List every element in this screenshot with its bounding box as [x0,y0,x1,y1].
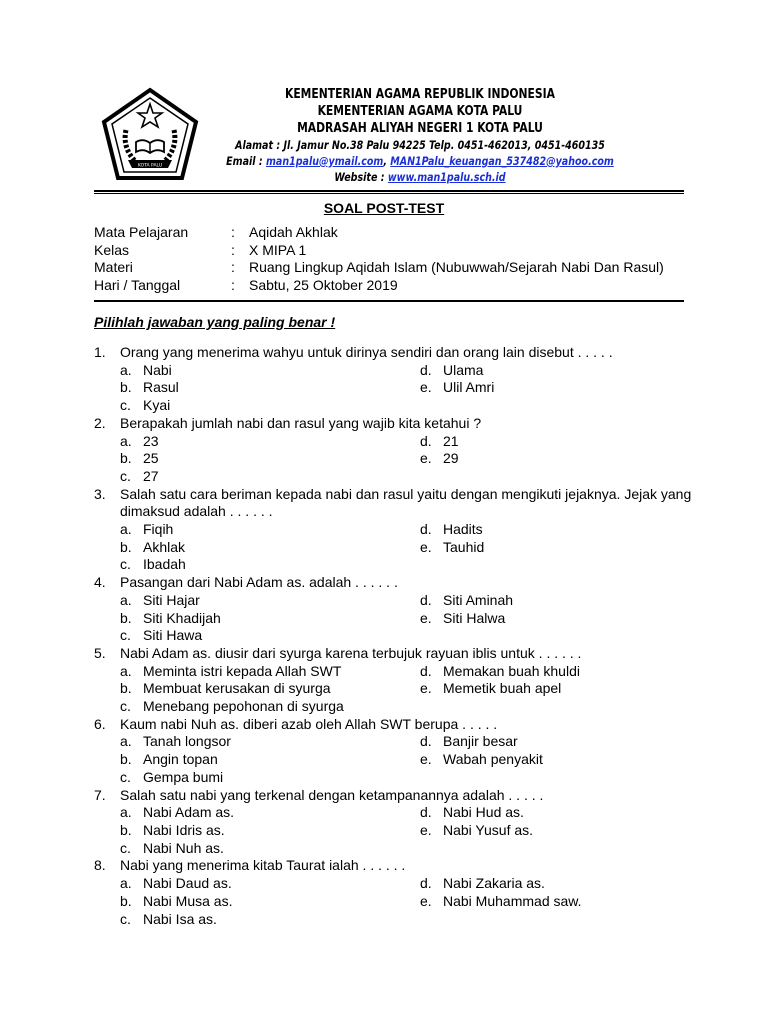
answer-option-b[interactable] [120,680,420,698]
option-letter: a. [120,432,132,449]
question-options [120,521,694,574]
option-letter: c. [120,698,131,715]
question-item [94,486,694,521]
school-email-line [214,153,626,169]
identity-row [94,259,664,277]
answer-option-e[interactable] [420,893,700,911]
answer-option-e[interactable] [420,450,700,468]
identity-divider [94,300,684,302]
option-letter: e. [420,751,432,768]
question-item [94,415,694,433]
option-text: Siti Hawa [143,627,203,644]
email-separator: , [383,154,391,168]
option-text: Tauhid [443,538,485,555]
option-letter: d. [420,804,432,821]
option-text: Banjir besar [443,733,518,750]
email-link-1[interactable]: man1palu@ymail.com [265,154,384,168]
answer-option-c[interactable] [120,627,420,645]
option-text: Ibadah [143,556,186,573]
ministry-name: KEMENTERIAN AGAMA REPUBLIK INDONESIA [284,87,555,102]
option-letter: a. [120,662,132,679]
answer-option-c[interactable] [120,397,420,415]
question-options [120,433,694,486]
question-item [94,787,694,805]
answer-option-c[interactable] [120,468,420,486]
answer-option-a[interactable] [120,804,420,822]
question-item [94,645,694,663]
option-text: 25 [143,450,159,467]
option-text: Meminta istri kepada Allah SWT [143,662,342,679]
option-letter: a. [120,361,132,378]
answer-option-e[interactable] [420,379,700,397]
question-item [94,857,694,875]
option-letter: b. [120,450,132,467]
option-letter: c. [120,768,131,785]
answer-option-c[interactable] [120,840,420,858]
answer-option-d[interactable] [420,733,700,751]
answer-option-c[interactable] [120,769,420,787]
answer-option-b[interactable] [120,539,420,557]
option-text: Akhlak [143,538,186,555]
option-letter: c. [120,839,131,856]
answer-option-b[interactable] [120,822,420,840]
question-item [94,574,694,592]
option-empty [420,397,700,415]
option-letter: c. [120,910,131,927]
option-text: Tanah longsor [143,733,231,750]
identity-row [94,277,664,295]
school-address: Alamat : Jl. Jamur No.38 Palu 94225 Telp. 0451-462013, 0451-460135 [235,138,605,152]
answer-option-a[interactable] [120,875,420,893]
answer-option-a[interactable] [120,362,420,380]
identity-colon: : [231,259,235,275]
school-name: MADRASAH ALIYAH NEGERI 1 KOTA PALU [297,121,543,136]
answer-option-d[interactable] [420,433,700,451]
option-text: Memetik buah apel [443,680,562,697]
answer-option-e[interactable] [420,539,700,557]
option-letter: a. [120,733,132,750]
answer-option-b[interactable] [120,379,420,397]
question-number: 2. [94,414,106,431]
option-text: Nabi Yusuf as. [443,821,534,838]
question-number: 3. [94,485,106,502]
option-letter: c. [120,467,131,484]
option-letter: a. [120,591,132,608]
question-text: Salah satu nabi yang terkenal dengan ketampanannya adalah . . . . . [120,786,544,803]
answer-option-b[interactable] [120,893,420,911]
answer-option-a[interactable] [120,521,420,539]
option-empty [420,556,700,574]
option-letter: e. [420,379,432,396]
option-letter: a. [120,875,132,892]
option-empty [420,627,700,645]
question-options [120,804,694,857]
option-letter: b. [120,379,132,396]
office-name: KEMENTERIAN AGAMA KOTA PALU [317,104,523,119]
question-item [94,344,694,362]
identity-label: Hari / Tanggal [94,276,181,293]
question-text: Berapakah jumlah nabi dan rasul yang wajib kita ketahui ? [120,414,482,431]
identity-value: Ruang Lingkup Aqidah Islam (Nubuwwah/Sejarah Nabi Dan Rasul) [249,259,664,275]
question-number: 1. [94,344,106,360]
answer-option-e[interactable] [420,822,700,840]
option-letter: e. [420,609,432,626]
option-text: Siti Hajar [143,591,200,608]
identity-colon: : [231,276,235,293]
option-text: Nabi Isa as. [143,910,217,927]
option-letter: d. [420,432,432,449]
option-empty [420,840,700,858]
option-letter: e. [420,680,432,697]
answer-option-a[interactable] [120,592,420,610]
option-text: Rasul [143,379,179,396]
identity-row [94,242,664,260]
identity-colon: : [231,224,235,240]
answer-option-b[interactable] [120,610,420,628]
website-label: Website : [334,170,388,184]
option-empty [420,911,700,929]
question-options [120,733,694,786]
option-text: Nabi Daud as. [143,875,232,892]
option-empty [420,468,700,486]
option-letter: b. [120,609,132,626]
answer-option-a[interactable] [120,663,420,681]
option-text: Hadits [443,521,483,538]
option-text: Fiqih [143,521,174,538]
identity-value: Aqidah Akhlak [249,224,338,240]
option-text: Kyai [143,397,171,414]
question-number: 6. [94,715,106,732]
identity-colon: : [231,241,235,258]
option-text: 29 [443,450,459,467]
identity-label: Mata Pelajaran [94,224,189,240]
option-text: Nabi Musa as. [143,892,233,909]
option-letter: c. [120,627,131,644]
answer-option-c[interactable] [120,698,420,716]
option-letter: b. [120,892,132,909]
identity-value: X MIPA 1 [249,241,307,258]
option-text: Nabi [143,361,172,378]
option-text: Membuat kerusakan di syurga [143,680,331,697]
question-item [94,716,694,734]
email-label: Email : [226,154,266,168]
identity-label: Kelas [94,241,130,258]
question-text: Pasangan dari Nabi Adam as. adalah . . . . . . [120,574,398,591]
option-text: Ulama [443,361,484,378]
option-text: Menebang pepohonan di syurga [143,698,344,715]
option-letter: a. [120,521,132,538]
header-divider-thin [94,193,684,194]
answer-option-d[interactable] [420,663,700,681]
question-text: Nabi Adam as. diusir dari syurga karena terbujuk rayuan iblis untuk . . . . . . [120,644,582,661]
option-letter: e. [420,821,432,838]
question-number: 5. [94,644,106,661]
option-letter: b. [120,538,132,555]
answer-option-d[interactable] [420,592,700,610]
option-text: Nabi Hud as. [443,804,524,821]
option-text: Siti Aminah [443,591,514,608]
option-empty [420,769,700,787]
option-text: 23 [143,432,159,449]
answer-option-d[interactable] [420,804,700,822]
identity-row [94,224,664,242]
option-text: 27 [143,467,159,484]
answer-option-e[interactable] [420,751,700,769]
question-list [94,344,694,928]
question-options [120,663,694,716]
question-number: 8. [94,857,106,874]
question-options [120,592,694,645]
answer-option-a[interactable] [120,433,420,451]
option-text: Siti Khadijah [143,609,221,626]
option-letter: b. [120,821,132,838]
option-letter: b. [120,751,132,768]
answer-option-e[interactable] [420,610,700,628]
header-divider [94,190,684,192]
option-letter: d. [420,875,432,892]
school-website-line [214,169,626,185]
exam-identity [94,224,664,294]
question-text: Salah satu cara beriman kepada nabi dan rasul yaitu dengan mengikuti jejaknya. Jejak yang dimaksud adalah . . . . . . [120,485,692,520]
option-text: Memakan buah khuldi [443,662,580,679]
identity-label: Materi [94,259,133,275]
option-letter: b. [120,680,132,697]
option-text: 21 [443,432,459,449]
identity-value: Sabtu, 25 Oktober 2019 [249,276,398,293]
option-letter: e. [420,450,432,467]
answer-option-a[interactable] [120,733,420,751]
email-link-2[interactable]: MAN1Palu_keuangan_537482@yahoo.com [390,154,614,168]
option-text: Nabi Zakaria as. [443,875,545,892]
option-letter: e. [420,892,432,909]
option-letter: d. [420,361,432,378]
instruction: Pilihlah jawaban yang paling benar ! [94,314,336,330]
question-text: Kaum nabi Nuh as. diberi azab oleh Allah SWT berupa . . . . . [120,715,498,732]
option-letter: d. [420,591,432,608]
option-text: Gempa bumi [143,768,224,785]
option-text: Ulil Amri [443,379,495,396]
question-options [120,875,694,928]
question-text: Orang yang menerima wahyu untuk dirinya sendiri dan orang lain disebut . . . . . [120,344,613,360]
question-number: 4. [94,574,106,591]
option-letter: e. [420,538,432,555]
option-letter: d. [420,733,432,750]
option-text: Nabi Nuh as. [143,839,224,856]
question-text: Nabi yang menerima kitab Taurat ialah . . . . . . [120,857,406,874]
answer-option-d[interactable] [420,521,700,539]
answer-option-b[interactable] [120,751,420,769]
exam-title: SOAL POST-TEST [323,200,445,216]
option-letter: c. [120,556,131,573]
website-link[interactable]: www.man1palu.sch.id [387,170,506,184]
option-text: Siti Halwa [443,609,506,626]
option-text: Nabi Adam as. [143,804,235,821]
option-empty [420,698,700,716]
option-letter: a. [120,804,132,821]
option-letter: c. [120,397,131,414]
kemenag-logo-icon [96,86,204,186]
answer-option-d[interactable] [420,875,700,893]
logo-ribbon-text: KOTA PALU [137,163,163,169]
option-letter: d. [420,662,432,679]
question-options [120,362,694,415]
answer-option-e[interactable] [420,680,700,698]
option-text: Nabi Muhammad saw. [443,892,582,909]
answer-option-b[interactable] [120,450,420,468]
option-text: Nabi Idris as. [143,821,225,838]
answer-option-d[interactable] [420,362,700,380]
answer-option-c[interactable] [120,911,420,929]
option-letter: d. [420,521,432,538]
option-text: Angin topan [143,751,218,768]
question-number: 7. [94,786,106,803]
letterhead [196,86,644,185]
option-text: Wabah penyakit [443,751,543,768]
answer-option-c[interactable] [120,556,420,574]
